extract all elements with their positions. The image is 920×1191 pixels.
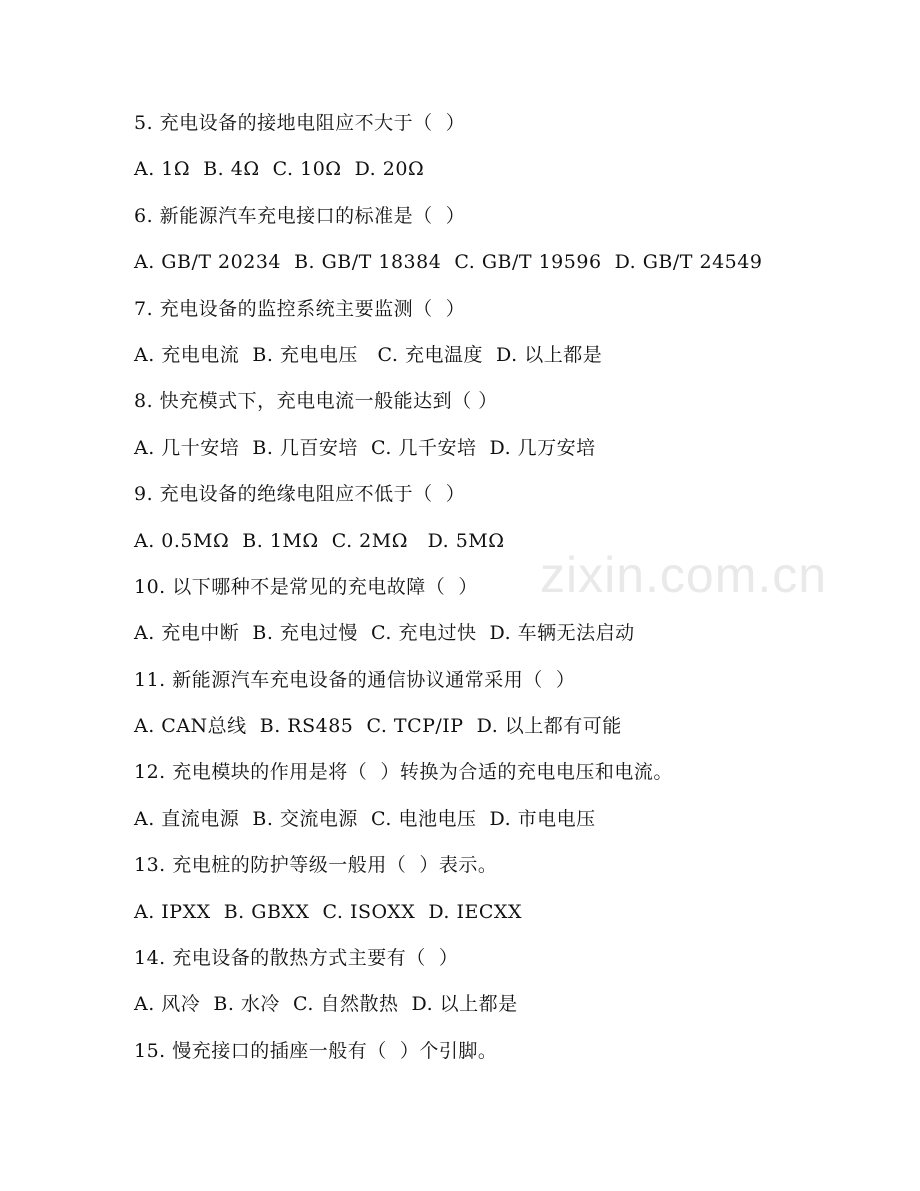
question-10-text: 10. 以下哪种不是常见的充电故障（ ） [134,575,478,598]
question-7-text: 7. 充电设备的监控系统主要监测（ ） [134,297,466,320]
question-13-options: A. IPXX B. GBXX C. ISOXX D. IECXX [134,900,522,923]
question-9-options: A. 0.5MΩ B. 1MΩ C. 2MΩ D. 5MΩ [134,529,505,552]
question-13-text: 13. 充电桩的防护等级一般用（ ）表示。 [134,854,498,877]
watermark: zixin.com.cn [540,547,828,603]
question-5-options: A. 1Ω B. 4Ω C. 10Ω D. 20Ω [134,158,425,181]
question-14-options: A. 风冷 B. 水冷 C. 自然散热 D. 以上都是 [134,993,518,1016]
question-list [134,104,894,1078]
question-8-text: 8. 快充模式下，充电电流一般能达到（ ） [134,390,498,413]
question-8-options: A. 几十安培 B. 几百安培 C. 几千安培 D. 几万安培 [134,436,596,459]
question-5-text: 5. 充电设备的接地电阻应不大于（ ） [134,112,466,134]
question-6-text: 6. 新能源汽车充电接口的标准是（ ） [134,204,466,227]
question-11-text: 11. 新能源汽车充电设备的通信协议通常采用（ ） [134,668,576,691]
question-12-text: 12. 充电模块的作用是将（ ）转换为合适的充电电压和电流。 [134,761,673,784]
question-9-text: 9. 充电设备的绝缘电阻应不低于（ ） [134,483,466,506]
question-11-options: A. CAN总线 B. RS485 C. TCP/IP D. 以上都有可能 [134,715,622,738]
question-10-options: A. 充电中断 B. 充电过慢 C. 充电过快 D. 车辆无法启动 [134,622,635,645]
question-6-options: A. GB/T 20234 B. GB/T 18384 C. GB/T 19596 D. GB/T 24549 [134,251,763,274]
question-12-options: A. 直流电源 B. 交流电源 C. 电池电压 D. 市电电压 [134,807,596,830]
question-14-text: 14. 充电设备的散热方式主要有（ ） [134,947,459,970]
question-15-text: 15. 慢充接口的插座一般有（ ）个引脚。 [134,1039,498,1062]
question-7-options: A. 充电电流 B. 充电电压 C. 充电温度 D. 以上都是 [134,343,603,366]
